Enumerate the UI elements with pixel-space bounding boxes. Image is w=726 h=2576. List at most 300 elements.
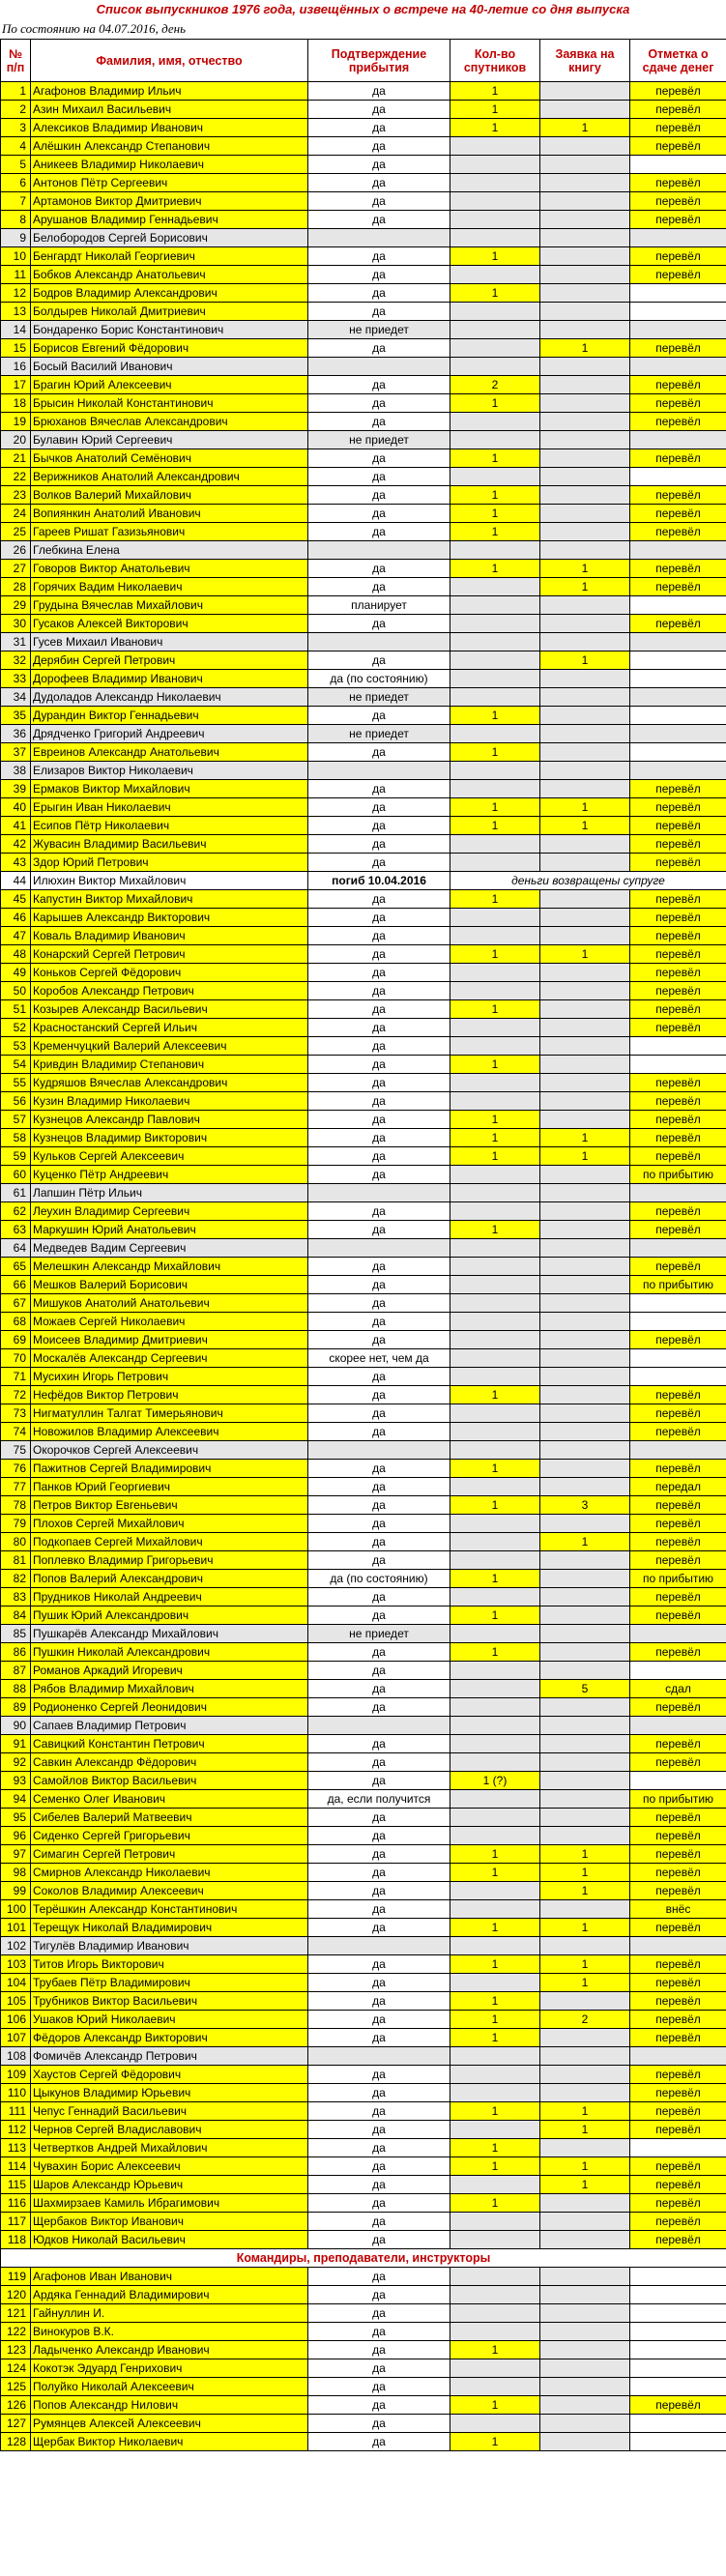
cell-confirm — [308, 1239, 450, 1258]
cell-book — [540, 1570, 630, 1588]
cell-name: Савкин Александр Фёдорович — [31, 1753, 308, 1772]
table-row — [1, 2084, 726, 2102]
cell-money: перевёл — [630, 1386, 726, 1404]
cell-companions: 1 — [450, 1496, 540, 1515]
cell-money: перевёл — [630, 1588, 726, 1606]
cell-name: Щербак Виктор Николаевич — [31, 2433, 308, 2451]
cell-money: перевёл — [630, 1735, 726, 1753]
cell-number: 80 — [1, 1533, 31, 1551]
table-row — [1, 1845, 726, 1864]
cell-book: 1 — [540, 1955, 630, 1974]
cell-number: 64 — [1, 1239, 31, 1258]
cell-confirm: да — [308, 1515, 450, 1533]
cell-money — [630, 1662, 726, 1680]
table-row — [1, 1313, 726, 1331]
cell-companions — [450, 1331, 540, 1349]
cell-confirm: да — [308, 1037, 450, 1056]
table-row — [1, 817, 726, 835]
cell-name: Болдырев Николай Дмитриевич — [31, 303, 308, 321]
cell-book — [540, 2378, 630, 2396]
cell-number: 45 — [1, 890, 31, 909]
cell-companions — [450, 1166, 540, 1184]
cell-book — [540, 101, 630, 119]
cell-book — [540, 2066, 630, 2084]
cell-confirm: да — [308, 1221, 450, 1239]
cell-book — [540, 1349, 630, 1368]
cell-name: Кульков Сергей Алексеевич — [31, 1147, 308, 1166]
col-header-companions: Кол-во спутников — [450, 40, 540, 82]
table-row — [1, 505, 726, 523]
cell-book — [540, 762, 630, 780]
cell-confirm: да — [308, 523, 450, 541]
cell-name: Прудников Николай Андреевич — [31, 1588, 308, 1606]
section-row — [1, 2249, 726, 2268]
cell-number: 23 — [1, 486, 31, 505]
cell-book — [540, 1717, 630, 1735]
cell-book: 1 — [540, 1882, 630, 1900]
cell-number: 13 — [1, 303, 31, 321]
cell-confirm: да — [308, 505, 450, 523]
cell-confirm: да — [308, 2433, 450, 2451]
cell-money — [630, 743, 726, 762]
cell-money: перевёл — [630, 1129, 726, 1147]
cell-book — [540, 1074, 630, 1092]
cell-name: Цыкунов Владимир Юрьевич — [31, 2084, 308, 2102]
table-row — [1, 1717, 726, 1735]
cell-book — [540, 2047, 630, 2066]
cell-number: 114 — [1, 2157, 31, 2176]
cell-confirm: не приедет — [308, 431, 450, 449]
cell-confirm: да — [308, 339, 450, 358]
col-header-money: Отметка о сдаче денег — [630, 40, 726, 82]
cell-confirm: да — [308, 1276, 450, 1294]
cell-companions: 1 — [450, 1845, 540, 1864]
table-row — [1, 707, 726, 725]
cell-money: перевёл — [630, 1845, 726, 1864]
cell-name: Брысин Николай Константинович — [31, 394, 308, 413]
cell-companions — [450, 1662, 540, 1680]
cell-book: 1 — [540, 945, 630, 964]
cell-money — [630, 1294, 726, 1313]
cell-number: 83 — [1, 1588, 31, 1606]
table-header — [1, 40, 726, 82]
cell-confirm: да — [308, 137, 450, 156]
table-row — [1, 358, 726, 376]
cell-name: Пушкин Николай Александрович — [31, 1643, 308, 1662]
cell-number: 96 — [1, 1827, 31, 1845]
cell-name: Соколов Владимир Алексеевич — [31, 1882, 308, 1900]
cell-name: Есипов Пётр Николаевич — [31, 817, 308, 835]
cell-number: 75 — [1, 1441, 31, 1460]
cell-number: 103 — [1, 1955, 31, 1974]
cell-number: 24 — [1, 505, 31, 523]
cell-companions — [450, 1827, 540, 1845]
cell-book — [540, 854, 630, 872]
cell-book — [540, 1056, 630, 1074]
cell-money — [630, 725, 726, 743]
cell-confirm: да — [308, 2268, 450, 2286]
cell-number: 74 — [1, 1423, 31, 1441]
cell-number: 87 — [1, 1662, 31, 1680]
table-row — [1, 688, 726, 707]
cell-name: Пажитнов Сергей Владимирович — [31, 1460, 308, 1478]
cell-money — [630, 1056, 726, 1074]
cell-confirm — [308, 358, 450, 376]
cell-book: 5 — [540, 1680, 630, 1698]
cell-confirm: да — [308, 192, 450, 211]
cell-name: Козырев Александр Васильевич — [31, 1000, 308, 1019]
cell-confirm: да — [308, 909, 450, 927]
cell-name: Дрядченко Григорий Андреевич — [31, 725, 308, 743]
cell-companions — [450, 2047, 540, 2066]
cell-money: перевёл — [630, 413, 726, 431]
table-row — [1, 1606, 726, 1625]
cell-companions — [450, 303, 540, 321]
cell-confirm: да — [308, 1680, 450, 1698]
cell-name: Титов Игорь Викторович — [31, 1955, 308, 1974]
cell-name: Фёдоров Александр Викторович — [31, 2029, 308, 2047]
cell-companions: 1 — [450, 1000, 540, 1019]
cell-money: перевёл — [630, 817, 726, 835]
cell-book — [540, 835, 630, 854]
cell-confirm: да — [308, 1900, 450, 1919]
cell-money: перевёл — [630, 1698, 726, 1717]
cell-money: перевёл — [630, 2066, 726, 2084]
cell-companions — [450, 2323, 540, 2341]
cell-companions — [450, 211, 540, 229]
cell-number: 92 — [1, 1753, 31, 1772]
table-body — [1, 82, 726, 2451]
cell-number: 9 — [1, 229, 31, 247]
cell-money: перевёл — [630, 927, 726, 945]
cell-name: Алёшкин Александр Степанович — [31, 137, 308, 156]
cell-number: 21 — [1, 449, 31, 468]
cell-confirm: да — [308, 303, 450, 321]
cell-companions: 1 — [450, 1147, 540, 1166]
cell-number: 44 — [1, 872, 31, 890]
cell-book — [540, 982, 630, 1000]
cell-number: 29 — [1, 596, 31, 615]
cell-companions — [450, 2231, 540, 2249]
cell-name: Моисеев Владимир Дмитриевич — [31, 1331, 308, 1349]
cell-book — [540, 2213, 630, 2231]
cell-book — [540, 2139, 630, 2157]
cell-confirm: да — [308, 2029, 450, 2047]
cell-money — [630, 688, 726, 707]
cell-money: перевёл — [630, 266, 726, 284]
cell-companions — [450, 1680, 540, 1698]
cell-book — [540, 394, 630, 413]
cell-name: Антонов Пётр Сергеевич — [31, 174, 308, 192]
cell-confirm: да — [308, 1460, 450, 1478]
cell-name: Кузнецов Владимир Викторович — [31, 1129, 308, 1147]
cell-number: 91 — [1, 1735, 31, 1753]
cell-money: перевёл — [630, 1111, 726, 1129]
cell-companions: 1 — [450, 817, 540, 835]
cell-name: Евреинов Александр Анатольевич — [31, 743, 308, 762]
cell-companions — [450, 1698, 540, 1717]
table-row — [1, 1239, 726, 1258]
cell-companions — [450, 1423, 540, 1441]
cell-name: Ардяка Геннадий Владимирович — [31, 2286, 308, 2304]
cell-book — [540, 1368, 630, 1386]
cell-confirm: да — [308, 284, 450, 303]
cell-confirm: да — [308, 1864, 450, 1882]
cell-companions — [450, 964, 540, 982]
cell-book — [540, 1221, 630, 1239]
cell-name: Бондаренко Борис Константинович — [31, 321, 308, 339]
cell-book: 1 — [540, 798, 630, 817]
cell-money — [630, 229, 726, 247]
cell-book — [540, 1313, 630, 1331]
cell-confirm: да — [308, 413, 450, 431]
cell-companions — [450, 1349, 540, 1368]
cell-companions — [450, 2304, 540, 2323]
cell-number: 93 — [1, 1772, 31, 1790]
table-row — [1, 798, 726, 817]
cell-name: Румянцев Алексей Алексеевич — [31, 2415, 308, 2433]
cell-name: Семенко Олег Иванович — [31, 1790, 308, 1809]
table-row — [1, 413, 726, 431]
cell-number: 102 — [1, 1937, 31, 1955]
cell-number: 61 — [1, 1184, 31, 1202]
table-row — [1, 982, 726, 1000]
cell-book — [540, 1460, 630, 1478]
cell-number: 32 — [1, 651, 31, 670]
cell-name: Агафонов Иван Иванович — [31, 2268, 308, 2286]
cell-number: 78 — [1, 1496, 31, 1515]
table-row — [1, 1221, 726, 1239]
cell-name: Медведев Вадим Сергеевич — [31, 1239, 308, 1258]
cell-book — [540, 468, 630, 486]
cell-number: 107 — [1, 2029, 31, 2047]
cell-name: Мишуков Анатолий Анатольевич — [31, 1294, 308, 1313]
cell-confirm: да — [308, 156, 450, 174]
cell-confirm: да — [308, 1845, 450, 1864]
cell-book — [540, 1331, 630, 1349]
table-row — [1, 1864, 726, 1882]
cell-number: 63 — [1, 1221, 31, 1239]
cell-name: Жувасин Владимир Васильевич — [31, 835, 308, 854]
cell-book — [540, 688, 630, 707]
cell-name: Трубников Виктор Васильевич — [31, 1992, 308, 2011]
cell-companions — [450, 192, 540, 211]
cell-confirm: да — [308, 1772, 450, 1790]
cell-number: 47 — [1, 927, 31, 945]
cell-number: 58 — [1, 1129, 31, 1147]
cell-book — [540, 2304, 630, 2323]
cell-money: перевёл — [630, 1882, 726, 1900]
cell-name: Панков Юрий Георгиевич — [31, 1478, 308, 1496]
cell-name: Савицкий Константин Петрович — [31, 1735, 308, 1753]
cell-book — [540, 284, 630, 303]
cell-confirm: да — [308, 1166, 450, 1184]
cell-name: Хаустов Сергей Фёдорович — [31, 2066, 308, 2084]
cell-number: 26 — [1, 541, 31, 560]
cell-book — [540, 1276, 630, 1294]
table-row — [1, 1955, 726, 1974]
cell-confirm: да — [308, 1974, 450, 1992]
cell-money: сдал — [630, 1680, 726, 1698]
cell-money: перевёл — [630, 1827, 726, 1845]
cell-name: Коробов Александр Петрович — [31, 982, 308, 1000]
cell-confirm: да — [308, 247, 450, 266]
cell-number: 111 — [1, 2102, 31, 2121]
cell-companions — [450, 1790, 540, 1809]
cell-money: перевёл — [630, 523, 726, 541]
cell-name: Терёшкин Александр Константинович — [31, 1900, 308, 1919]
cell-book — [540, 2286, 630, 2304]
cell-book: 1 — [540, 1147, 630, 1166]
table-row — [1, 2157, 726, 2176]
cell-name: Коваль Владимир Иванович — [31, 927, 308, 945]
cell-companions — [450, 431, 540, 449]
cell-money: перевёл — [630, 1533, 726, 1551]
cell-confirm — [308, 762, 450, 780]
cell-confirm: да — [308, 1955, 450, 1974]
cell-number: 123 — [1, 2341, 31, 2359]
table-row — [1, 872, 726, 890]
table-row — [1, 1551, 726, 1570]
cell-companions — [450, 1900, 540, 1919]
cell-companions: 1 — [450, 2157, 540, 2176]
cell-companions — [450, 854, 540, 872]
cell-book: 1 — [540, 2157, 630, 2176]
cell-confirm: да — [308, 927, 450, 945]
cell-name: Арушанов Владимир Геннадьевич — [31, 211, 308, 229]
cell-book — [540, 1239, 630, 1258]
cell-confirm: да — [308, 578, 450, 596]
cell-book — [540, 1258, 630, 1276]
cell-confirm: да — [308, 2084, 450, 2102]
cell-money: передал — [630, 1478, 726, 1496]
cell-companions — [450, 1202, 540, 1221]
cell-book — [540, 1184, 630, 1202]
cell-book — [540, 486, 630, 505]
cell-number: 98 — [1, 1864, 31, 1882]
cell-money — [630, 2415, 726, 2433]
cell-companions — [450, 909, 540, 927]
cell-companions — [450, 688, 540, 707]
cell-name: Дурандин Виктор Геннадьевич — [31, 707, 308, 725]
table-row — [1, 1349, 726, 1368]
cell-companions: 1 — [450, 2029, 540, 2047]
table-row — [1, 1092, 726, 1111]
cell-book — [540, 1772, 630, 1790]
cell-book — [540, 743, 630, 762]
cell-money: перевёл — [630, 835, 726, 854]
cell-number: 37 — [1, 743, 31, 762]
cell-name: Попов Александр Нилович — [31, 2396, 308, 2415]
table-row — [1, 909, 726, 927]
cell-number: 42 — [1, 835, 31, 854]
cell-money — [630, 2378, 726, 2396]
col-header-book: Заявка на книгу — [540, 40, 630, 82]
cell-number: 116 — [1, 2194, 31, 2213]
table-row — [1, 1129, 726, 1147]
table-row — [1, 394, 726, 413]
cell-name: Кузнецов Александр Павлович — [31, 1111, 308, 1129]
cell-number: 39 — [1, 780, 31, 798]
cell-money: перевёл — [630, 211, 726, 229]
cell-companions: 1 — [450, 1992, 540, 2011]
cell-number: 30 — [1, 615, 31, 633]
cell-name: Коньков Сергей Фёдорович — [31, 964, 308, 982]
cell-name: Азин Михаил Васильевич — [31, 101, 308, 119]
cell-money: перевёл — [630, 376, 726, 394]
cell-companions: 1 — [450, 707, 540, 725]
table-row — [1, 2286, 726, 2304]
cell-number: 33 — [1, 670, 31, 688]
cell-money — [630, 468, 726, 486]
table-row — [1, 1147, 726, 1166]
cell-book: 1 — [540, 2102, 630, 2121]
cell-confirm: да — [308, 1551, 450, 1570]
cell-number: 27 — [1, 560, 31, 578]
cell-name: Брюханов Вячеслав Александрович — [31, 413, 308, 431]
cell-name: Дерябин Сергей Петрович — [31, 651, 308, 670]
cell-book — [540, 2323, 630, 2341]
table-row — [1, 1258, 726, 1276]
cell-money: перевёл — [630, 1258, 726, 1276]
col-header-confirm: Подтверждение прибытия — [308, 40, 450, 82]
cell-confirm: планирует — [308, 596, 450, 615]
cell-money: перевёл — [630, 560, 726, 578]
cell-money: перевёл — [630, 247, 726, 266]
cell-companions: 1 — [450, 2011, 540, 2029]
table-row — [1, 1882, 726, 1900]
cell-name: Гареев Ришат Газизьянович — [31, 523, 308, 541]
cell-number: 71 — [1, 1368, 31, 1386]
cell-money: перевёл — [630, 1753, 726, 1772]
cell-number: 97 — [1, 1845, 31, 1864]
cell-confirm: да — [308, 1202, 450, 1221]
cell-book — [540, 1735, 630, 1753]
cell-name: Илюхин Виктор Михайлович — [31, 872, 308, 890]
cell-companions — [450, 633, 540, 651]
cell-book: 1 — [540, 1845, 630, 1864]
cell-money — [630, 596, 726, 615]
cell-book — [540, 1037, 630, 1056]
cell-number: 14 — [1, 321, 31, 339]
cell-money — [630, 1937, 726, 1955]
cell-book — [540, 1900, 630, 1919]
cell-number: 106 — [1, 2011, 31, 2029]
cell-name: Нефёдов Виктор Петрович — [31, 1386, 308, 1404]
cell-companions: 1 — [450, 945, 540, 964]
cell-book — [540, 2415, 630, 2433]
table-row — [1, 1680, 726, 1698]
cell-companions — [450, 2286, 540, 2304]
cell-book — [540, 707, 630, 725]
cell-confirm: да, если получится — [308, 1790, 450, 1809]
cell-confirm: да — [308, 560, 450, 578]
table-row — [1, 1643, 726, 1662]
cell-name: Романов Аркадий Игоревич — [31, 1662, 308, 1680]
cell-confirm: да — [308, 1698, 450, 1717]
table-row — [1, 1753, 726, 1772]
cell-name: Грудына Вячеслав Михайлович — [31, 596, 308, 615]
cell-name: Кокотэк Эдуард Генрихович — [31, 2359, 308, 2378]
cell-book — [540, 541, 630, 560]
cell-book — [540, 449, 630, 468]
cell-number: 94 — [1, 1790, 31, 1809]
cell-companions: 1 — [450, 119, 540, 137]
cell-book — [540, 2359, 630, 2378]
cell-book: 1 — [540, 1919, 630, 1937]
table-row — [1, 2011, 726, 2029]
cell-book — [540, 633, 630, 651]
